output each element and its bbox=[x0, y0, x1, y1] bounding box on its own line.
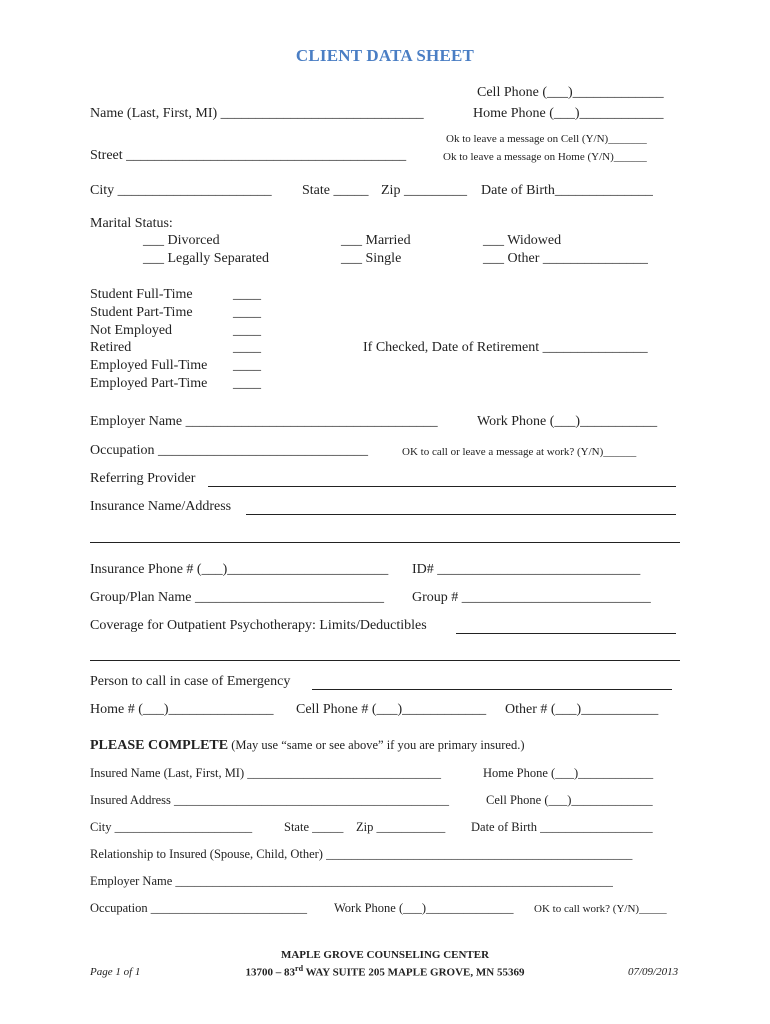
home-phone-field[interactable]: Home Phone (___)____________ bbox=[473, 106, 664, 121]
insured-heading bbox=[90, 738, 525, 754]
employment-label: Employed Full-Time bbox=[90, 358, 208, 373]
occupation-field[interactable]: Occupation ______________________________ bbox=[90, 443, 369, 458]
employment-checkbox[interactable]: ____ bbox=[233, 287, 261, 302]
state-field[interactable]: State _____ bbox=[302, 183, 369, 198]
street-field[interactable]: Street ________________________________________ bbox=[90, 148, 407, 163]
insured-occupation-field[interactable]: Occupation _________________________ bbox=[90, 901, 307, 915]
ok-work-message-field[interactable]: OK to call or leave a message at work? (Y/N)______ bbox=[402, 446, 637, 458]
footer-address-rest: WAY SUITE 205 MAPLE GROVE, MN 55369 bbox=[303, 966, 525, 979]
work-phone-field[interactable]: Work Phone (___)___________ bbox=[477, 414, 658, 429]
ok-cell-message-field[interactable]: Ok to leave a message on Cell (Y/N)_______ bbox=[446, 133, 647, 145]
insured-cell-phone-field[interactable]: Cell Phone (___)_____________ bbox=[486, 793, 653, 807]
insurance-name-label: Insurance Name/Address bbox=[90, 499, 232, 514]
footer-center-name: MAPLE GROVE COUNSELING CENTER bbox=[280, 949, 490, 961]
dob-field[interactable]: Date of Birth______________ bbox=[481, 183, 653, 198]
city-field[interactable]: City ______________________ bbox=[90, 183, 272, 198]
employment-label: Employed Part-Time bbox=[90, 376, 208, 391]
insured-heading-bold: PLEASE COMPLETE bbox=[90, 738, 229, 753]
insured-ok-work-field[interactable]: OK to call work? (Y/N)_____ bbox=[534, 903, 667, 915]
employment-checkbox[interactable]: ____ bbox=[233, 305, 261, 320]
ok-home-message-field[interactable]: Ok to leave a message on Home (Y/N)______ bbox=[443, 151, 647, 163]
employment-checkbox[interactable]: ____ bbox=[233, 323, 261, 338]
referring-provider-label: Referring Provider bbox=[90, 471, 196, 486]
employer-name-field[interactable]: Employer Name ____________________________________ bbox=[90, 414, 438, 429]
marital-status-label: Marital Status: bbox=[90, 216, 173, 231]
emergency-contact-label: Person to call in case of Emergency bbox=[90, 674, 291, 689]
emergency-home-phone-field[interactable]: Home # (___)_______________ bbox=[90, 702, 274, 717]
employment-checkbox[interactable]: ____ bbox=[233, 340, 261, 355]
marital-legally-separated-option[interactable]: ___ Legally Separated bbox=[143, 251, 269, 266]
coverage-line[interactable] bbox=[456, 633, 676, 634]
footer-address-ordinal: rd bbox=[295, 964, 304, 973]
employment-label: Retired bbox=[90, 340, 132, 355]
insured-home-phone-field[interactable]: Home Phone (___)____________ bbox=[483, 766, 654, 780]
form-date: 07/09/2013 bbox=[628, 966, 679, 978]
marital-married-option[interactable]: ___ Married bbox=[341, 233, 411, 248]
footer-address-street: 13700 – 83 bbox=[245, 966, 296, 979]
marital-single-option[interactable]: ___ Single bbox=[341, 251, 402, 266]
insured-work-phone-field[interactable]: Work Phone (___)______________ bbox=[334, 901, 514, 915]
page-title: CLIENT DATA SHEET bbox=[295, 46, 475, 65]
coverage-label: Coverage for Outpatient Psychotherapy: Limits/Deductibles bbox=[90, 618, 427, 633]
insured-zip-field[interactable]: Zip ___________ bbox=[356, 820, 446, 834]
marital-other-option[interactable]: ___ Other _______________ bbox=[483, 251, 648, 266]
marital-divorced-option[interactable]: ___ Divorced bbox=[143, 233, 220, 248]
retirement-date-field[interactable]: If Checked, Date of Retirement _______________ bbox=[363, 340, 648, 355]
insured-name-field[interactable]: Insured Name (Last, First, MI) _______________________________ bbox=[90, 766, 442, 780]
insured-state-field[interactable]: State _____ bbox=[284, 820, 344, 834]
marital-widowed-option[interactable]: ___ Widowed bbox=[483, 233, 562, 248]
emergency-contact-line[interactable] bbox=[312, 689, 672, 690]
group-plan-field[interactable]: Group/Plan Name ___________________________ bbox=[90, 590, 384, 605]
employment-checkbox[interactable]: ____ bbox=[233, 358, 261, 373]
insured-heading-note: (May use “same or see above” if you are primary insured.) bbox=[228, 738, 525, 752]
insured-employer-field[interactable]: Employer Name ______________________________________________________________________ bbox=[90, 874, 613, 888]
insurance-name-line[interactable] bbox=[246, 514, 676, 515]
insured-city-field[interactable]: City ______________________ bbox=[90, 820, 253, 834]
insurance-id-field[interactable]: ID# _____________________________ bbox=[412, 562, 641, 577]
referring-provider-line[interactable] bbox=[208, 486, 676, 487]
insurance-address-line[interactable] bbox=[90, 542, 680, 543]
employment-checkbox[interactable]: ____ bbox=[233, 376, 261, 391]
zip-field[interactable]: Zip _________ bbox=[381, 183, 467, 198]
insurance-phone-field[interactable]: Insurance Phone # (___)_______________________ bbox=[90, 562, 389, 577]
employment-label: Not Employed bbox=[90, 323, 173, 338]
cell-phone-field[interactable]: Cell Phone (___)_____________ bbox=[477, 85, 664, 100]
coverage-line-2[interactable] bbox=[90, 660, 680, 661]
employment-label: Student Part-Time bbox=[90, 305, 193, 320]
emergency-other-phone-field[interactable]: Other # (___)___________ bbox=[505, 702, 659, 717]
group-number-field[interactable]: Group # ___________________________ bbox=[412, 590, 651, 605]
footer-address bbox=[200, 964, 570, 979]
employment-label: Student Full-Time bbox=[90, 287, 193, 302]
insured-dob-field[interactable]: Date of Birth __________________ bbox=[471, 820, 653, 834]
page-number: Page 1 of 1 bbox=[90, 966, 141, 978]
name-field[interactable]: Name (Last, First, MI) _____________________________ bbox=[90, 106, 424, 121]
emergency-cell-phone-field[interactable]: Cell Phone # (___)____________ bbox=[296, 702, 487, 717]
insured-relationship-field[interactable]: Relationship to Insured (Spouse, Child, Other) _________________________________________________ bbox=[90, 847, 633, 861]
insured-address-field[interactable]: Insured Address ____________________________________________ bbox=[90, 793, 450, 807]
